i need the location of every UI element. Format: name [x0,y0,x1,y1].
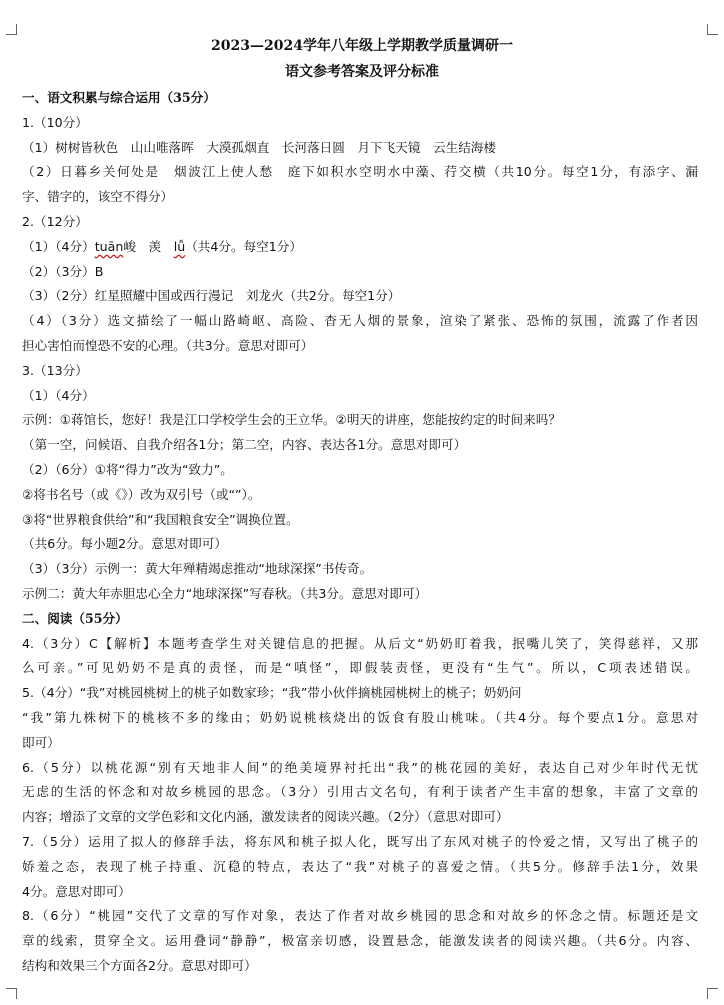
answer-line: （3）（2分）红星照耀中国或西行漫记 刘龙火（共2分。每空1分） [22,288,401,304]
answer-line: ③将“世界粮食供给”和“我国粮食安全”调换位置。 [22,511,299,527]
answer-line: （1）树树皆秋色 山山唯落晖 大漠孤烟直 长河落日圆 月下飞天镜 云生结海楼 [22,139,496,155]
answer-line: 4.（3分）C【解析】本题考查学生对关键信息的把握。从后文“奶奶盯着我，抿嘴儿笑了，笑得慈祥，又那 [22,635,698,651]
answer-line: 字、错字的，该空不得分） [22,189,174,205]
answer-line: （2）（3分）B [22,263,104,279]
answer-line: 担心害怕而惶恐不安的心理。（共3分。意思对即可） [22,337,314,353]
pinyin-answer: lǚ [173,238,186,254]
answer-line: 5.（4分）“我”对桃园桃树上的桃子如数家珍；“我”带小伙伴摘桃园桃树上的桃子；奶奶问 [22,685,522,701]
answer-line: （2）（6分）①将“得力”改为“致力”。 [22,461,233,477]
answer-line: 2.（12分） [22,213,88,229]
answer-line: ②将书名号（或《》）改为双引号（或“”）。 [22,486,261,502]
answer-line: （共6分。每小题2分。意思对即可） [22,536,227,552]
answer-line: 章的线索，贯穿全文。运用叠词“静静”，极富亲切感，设置悬念，能激发读者的阅读兴趣。（共6分。内容、 [22,933,698,949]
answer-line: 示例：①蒋馆长，您好！我是江口学校学生会的王立华。②明天的讲座，您能按约定的时间来吗？ [22,412,561,428]
section-heading: 一、语文积累与综合运用（35分） [22,90,216,105]
answer-line: 1.（10分） [22,114,88,130]
section-heading: 二、阅读（55分） [22,610,128,626]
answer-line: （2）日暮乡关何处是 烟波江上使人愁 庭下如积水空明水中藻、荇交横（共10分。每空1分，有添字、漏 [22,164,698,180]
answer-line [22,235,698,260]
answer-line-text: （共4分。每空1分） [185,238,302,254]
answer-line: 4分。意思对即可） [22,883,131,899]
answer-line: 8.（6分）“桃园”交代了文章的写作对象，表达了作者对故乡桃园的思念和对故乡的怀念之情。标题还是文 [22,908,698,924]
answer-line: 结构和效果三个方面各2分。意思对即可） [22,957,257,973]
crop-mark-top-left [6,24,17,35]
crop-mark-bottom-left [6,988,17,999]
answer-line: 么可亲。”可见奶奶不是真的责怪，而是“嗔怪”，即假装责怪，更没有“生气”。所以，C项表述错误。 [22,660,698,676]
answer-line: “我”第九株树下的桃核不多的缘由；奶奶说桃核烧出的饭食有股山桃味。（共4分。每个要点1分。意思对 [22,709,698,725]
answer-line-text: （1）（4分） [22,238,95,254]
answer-line: 娇羞之态，表现了桃子持重、沉稳的特点，表达了“我”对桃子的喜爱之情。（共5分。修辞手法1分，效果 [22,858,698,874]
answer-line: 示例二：黄大年赤胆忠心全力“地球深探”写春秋。（共3分。意思对即可） [22,585,428,601]
answer-line: 内容；增添了文章的文学色彩和文化内涵，激发读者的阅读兴趣。（2分）（意思对即可） [22,809,509,825]
document-title: 2023—2024学年八年级上学期教学质量调研一 [211,38,513,54]
answer-line: （4）（3分）选文描绘了一幅山路崎岖、高险、杳无人烟的景象，渲染了紧张、恐怖的氛围，流露了作者因 [22,313,698,329]
answer-line: （3）（3分）示例一：黄大年殚精竭虑推动“地球深探”书传奇。 [22,561,373,577]
crop-mark-top-right [707,24,718,35]
document-subtitle: 语文参考答案及评分标准 [285,64,439,80]
answer-line: 3.（13分） [22,362,88,378]
answer-line: 无虑的生活的怀念和对故乡桃园的思念。（3分）引用古文名句，有利于读者产生丰富的想象，丰富了文章的 [22,784,698,800]
pinyin-answer: tuān [94,238,124,254]
answer-line: 7.（5分）运用了拟人的修辞手法，将东风和桃子拟人化，既写出了东风对桃子的怜爱之情，又写出了桃子的 [22,833,698,849]
answer-line: （1）（4分） [22,387,95,403]
answer-line: （第一空，问候语、自我介绍各1分；第二空，内容、表达各1分。意思对即可） [22,437,467,453]
answer-line: 即可） [22,734,60,750]
answer-key-body [22,86,698,979]
crop-mark-bottom-right [707,988,718,999]
answer-line-text: 峻 羡 [123,238,174,254]
answer-line: 6.（5分）以桃花源“别有天地非人间”的绝美境界衬托出“我”的桃花园的美好，表达自己对少年时代无忧 [22,759,698,775]
